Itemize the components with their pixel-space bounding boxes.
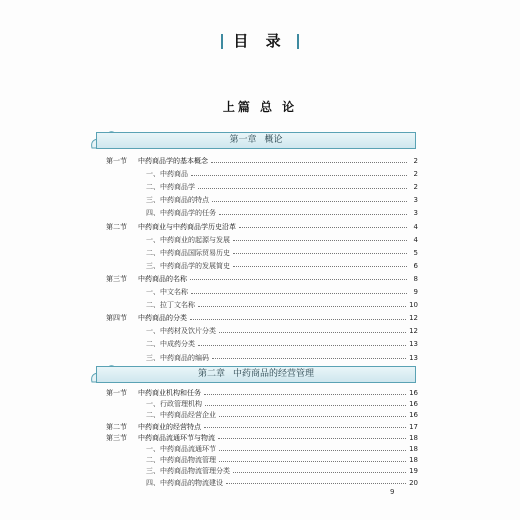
section-number: 第二节 <box>106 422 127 431</box>
entry-page-number: 16 <box>409 389 418 397</box>
entry-page-number: 13 <box>409 353 418 362</box>
entry-page-number: 10 <box>409 301 418 310</box>
entry-title: 二、中药商品经营企业 <box>146 411 216 420</box>
toc-section-row[interactable] <box>106 387 418 399</box>
entry-title: 中药商品的分类 <box>138 314 187 323</box>
toc-item-row[interactable] <box>106 207 418 219</box>
entry-page-number: 13 <box>409 340 418 349</box>
dot-leader <box>212 358 406 359</box>
entry-page-number: 4 <box>413 222 418 231</box>
dot-leader <box>198 345 406 346</box>
toc-section-row[interactable] <box>106 221 418 233</box>
entry-title: 四、中药商品学的任务 <box>146 209 216 218</box>
dot-leader <box>218 438 406 439</box>
toc-section-row[interactable] <box>106 432 418 444</box>
toc-item-row[interactable] <box>106 247 418 259</box>
entry-title: 中药商业的经营特点 <box>138 422 201 431</box>
dot-leader <box>204 394 406 395</box>
entry-title: 一、行政管理机构 <box>146 400 202 409</box>
toc-item-row[interactable] <box>106 338 418 350</box>
dot-leader <box>219 461 406 462</box>
toc-section-row[interactable] <box>106 421 418 433</box>
chapter-2-number: 第二章 <box>197 369 225 379</box>
dot-leader <box>226 483 406 484</box>
toc-item-row[interactable] <box>106 168 418 180</box>
entry-page-number: 16 <box>409 400 418 409</box>
entry-title: 一、中文名称 <box>146 288 188 296</box>
dot-leader <box>219 332 406 333</box>
chapter-2-name: 中药商品的经营管理 <box>233 369 315 379</box>
entry-page-number: 18 <box>409 433 418 442</box>
entry-page-number: 2 <box>413 170 418 179</box>
chapter-1-banner[interactable] <box>96 132 416 149</box>
entry-title: 四、中药商品的物流建设 <box>146 478 223 487</box>
dot-leader <box>219 214 407 215</box>
toc-heading-text: 目 录 <box>233 32 287 50</box>
entry-title: 二、中药商品学 <box>146 183 195 192</box>
dot-leader <box>233 253 407 254</box>
entry-page-number: 2 <box>413 157 418 165</box>
toc-item-row[interactable] <box>106 234 418 246</box>
entry-page-number: 3 <box>413 196 418 205</box>
toc-heading <box>0 30 520 51</box>
entry-title: 中药商品流通环节与物流 <box>138 433 215 442</box>
entry-page-number: 5 <box>413 248 418 257</box>
entry-page-number: 3 <box>413 209 418 218</box>
entry-page-number: 2 <box>413 183 418 192</box>
entry-page-number: 12 <box>409 327 418 336</box>
entry-page-number: 16 <box>409 411 418 420</box>
dot-leader <box>191 175 407 176</box>
toc-item-row[interactable] <box>106 398 418 410</box>
toc-item-row[interactable] <box>106 352 418 364</box>
dot-leader <box>191 293 407 294</box>
entry-title: 中药商品的名称 <box>138 274 187 283</box>
entry-title: 三、中药商品物流管理分类 <box>146 467 230 476</box>
chapter-1-number: 第一章 <box>229 135 257 145</box>
entry-title: 三、中药商品学的发展简史 <box>146 261 230 270</box>
entry-page-number: 18 <box>409 456 418 465</box>
toc-item-row[interactable] <box>106 443 418 455</box>
entry-title: 一、中药商品 <box>146 170 188 179</box>
entry-page-number: 12 <box>409 314 418 323</box>
dot-leader <box>198 188 407 189</box>
toc-item-row[interactable] <box>106 194 418 206</box>
toc-section-row[interactable] <box>106 273 418 285</box>
section-number: 第四节 <box>106 314 127 323</box>
heading-left-bar <box>221 34 223 49</box>
entry-title: 三、中药商品的特点 <box>146 196 209 205</box>
page-number: 9 <box>390 488 395 496</box>
dot-leader <box>204 427 406 428</box>
entry-page-number: 6 <box>413 261 418 270</box>
section-number: 第三节 <box>106 433 127 442</box>
toc-item-row[interactable] <box>106 409 418 421</box>
section-number: 第二节 <box>106 222 127 231</box>
dot-leader <box>212 201 407 202</box>
toc-item-row[interactable] <box>106 454 418 466</box>
entry-title: 一、中药商业的起源与发展 <box>146 235 230 244</box>
dot-leader <box>219 416 406 417</box>
toc-item-row[interactable] <box>106 299 418 311</box>
dot-leader <box>239 227 407 228</box>
dot-leader <box>190 279 407 280</box>
toc-item-row[interactable] <box>106 465 418 477</box>
entry-page-number: 8 <box>413 274 418 283</box>
dot-leader <box>219 450 406 451</box>
dot-leader <box>233 240 407 241</box>
entry-title: 中药商品学的基本概念 <box>138 157 208 165</box>
entry-title: 一、中药商品流通环节 <box>146 445 216 453</box>
toc-section-row[interactable] <box>106 312 418 324</box>
dot-leader <box>233 472 406 473</box>
toc-item-row[interactable] <box>106 181 418 193</box>
entry-title: 三、中药商品的编码 <box>146 353 209 362</box>
entry-title: 二、中药商品国际贸易历史 <box>146 248 230 257</box>
entry-title: 二、中药商品物流管理 <box>146 456 216 465</box>
section-number: 第一节 <box>106 157 127 165</box>
toc-section-row[interactable] <box>106 155 418 167</box>
chapter-2-banner[interactable] <box>96 366 416 383</box>
entry-title: 中药商业与中药商品学历史沿革 <box>138 222 236 231</box>
dot-leader <box>198 306 406 307</box>
section-number: 第一节 <box>106 389 127 397</box>
entry-title: 二、中成药分类 <box>146 340 195 349</box>
entry-page-number: 19 <box>409 467 418 476</box>
toc-item-row[interactable] <box>106 286 418 298</box>
entry-page-number: 4 <box>413 235 418 244</box>
toc-item-row[interactable] <box>106 477 418 489</box>
dot-leader <box>211 162 407 163</box>
entry-title: 中药商业机构和任务 <box>138 389 201 397</box>
part-title: 上篇 总 论 <box>222 100 298 114</box>
dot-leader <box>190 319 406 320</box>
entry-page-number: 18 <box>409 445 418 453</box>
section-number: 第三节 <box>106 274 127 283</box>
entry-title: 二、拉丁文名称 <box>146 301 195 310</box>
toc-item-row[interactable] <box>106 325 418 337</box>
chapter-1-name: 概论 <box>264 135 283 145</box>
toc-item-row[interactable] <box>106 260 418 272</box>
entry-page-number: 9 <box>413 288 418 296</box>
entry-title: 一、中药材及饮片分类 <box>146 327 216 336</box>
entry-page-number: 17 <box>409 422 418 431</box>
heading-right-bar <box>297 34 299 49</box>
dot-leader <box>233 266 407 267</box>
entry-page-number: 20 <box>409 478 418 487</box>
dot-leader <box>205 405 406 406</box>
